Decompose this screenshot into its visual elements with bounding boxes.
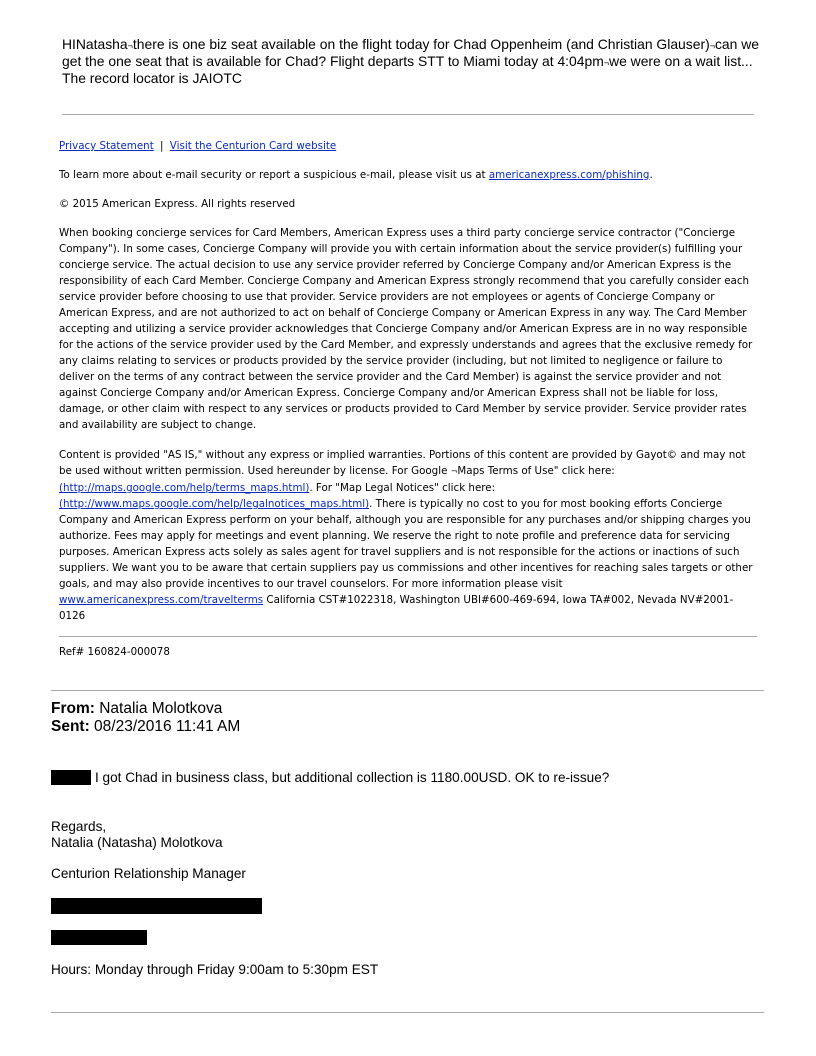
reference-number: Ref# 160824-000078: [59, 646, 170, 658]
security-note-end: .: [649, 169, 653, 181]
map-legal-notices-link[interactable]: (http://www.maps.google.com/help/legalnotices_maps.html): [59, 498, 370, 510]
content-disclaimer: [59, 447, 759, 624]
centurion-card-link[interactable]: Visit the Centurion Card website: [169, 140, 337, 152]
arrow-glyph: ¬: [450, 467, 458, 476]
redaction-box: [51, 898, 262, 914]
top-message-seg-4: we were on a wait list... The record locator is JAIOTC: [62, 53, 753, 87]
concierge-disclaimer: When booking concierge services for Card Members, American Express uses a third party concierge service contractor ("Concierge Company"). In some cases, Concierge Company will provide you with certain information about the service provider(s) fulfilling your concierge service. The actual decision to use any service provider referred by Concierge Company and/or American Express is the responsibility of each Card Member. Concierge Company and American Express strongly recommend that you carefully consider each service provider before choosing to use that provider. Service providers are not employees or agents of Concierge Company or American Express, and are not authorized to act on behalf of Concierge Company or American Express in any way. The Card Member accepting and utilizing a service provider acknowledges that Concierge Company and/or American Express are in no way responsible for the actions of the service provider used by the Card Member, and expressly understands and agrees that the exclusive remedy for any claims relating to services or products provided by the service provider (including, but not limited to negligence or failure to deliver on the terms of any contract between the service provider and the Card Member) is against the service provider and not against Concierge Company and/or American Express. Concierge Company and/or American Express shall not be liable for loss, damage, or other claim with respect to any services or products provided to Card Member by service provider. Service provider rates and availability are subject to change.: [59, 227, 753, 431]
signature-name: Natalia (Natasha) Molotkova: [51, 835, 223, 850]
from-label: From:: [51, 700, 95, 717]
signature-hours: Hours: Monday through Friday 9:00am to 5:30pm EST: [51, 962, 379, 977]
google-maps-terms-link[interactable]: (http://maps.google.com/help/terms_maps.html): [59, 482, 310, 494]
arrow-glyph: ¬: [709, 41, 715, 51]
redaction-box: [51, 770, 91, 785]
divider: [51, 690, 764, 691]
link-separator: |: [160, 140, 164, 152]
divider: [51, 1012, 764, 1013]
top-message: [62, 37, 762, 87]
email-header: [51, 700, 240, 736]
content-disclaimer-text: Content is provided "AS IS," without any express or implied warranties. Portions of this content are provided by Gayot© and may not be used without written permission. Used hereunder by license. For Google: [59, 449, 746, 477]
from-value: Natalia Molotkova: [94, 700, 223, 717]
arrow-glyph: ¬: [127, 41, 133, 51]
divider: [62, 114, 754, 115]
security-note: [59, 167, 653, 183]
redaction-box: [51, 930, 147, 945]
reply-body: I got Chad in business class, but additional collection is 1180.00USD. OK to re-issue?: [95, 770, 610, 785]
arrow-glyph: ¬: [603, 58, 610, 69]
top-message-seg-1: HINatasha: [62, 36, 128, 52]
top-message-seg-2: there is one biz seat available on the flight today for Chad Oppenheim (and Christian Glauser): [132, 36, 710, 52]
copyright: © 2015 American Express. All rights reserved: [59, 198, 296, 210]
content-disclaimer-text: . There is typically no cost to you for most booking efforts Concierge Company and American Express perform on your behalf, although you are responsible for any purchases and/or shipping charges you authorize. Fees may apply for meetings and event planning. We reserve the right to note profile and preference data for servicing purposes. American Express acts solely as sales agent for travel suppliers and is not responsible for the actions or inactions of such suppliers. We want you to be aware that certain suppliers pay us commissions and other incentives for reaching sales targets or other goals, and may also provide incentives to our travel counselors. For more information please visit: [59, 498, 753, 590]
content-disclaimer-text: California CST#1022318, Washington UBI#600-469-694, Iowa TA#002, Nevada NV#2001-0126: [59, 594, 734, 622]
top-message-seg-3: can we get the one seat that is available for Chad? Flight departs STT to Miami today at 4:04pm: [62, 36, 759, 70]
signature-title: Centurion Relationship Manager: [51, 866, 246, 881]
sent-value: 08/23/2016 11:41 AM: [89, 718, 241, 735]
from-line: [51, 700, 240, 718]
content-disclaimer-text: Maps Terms of Use" click here:: [457, 465, 615, 477]
travel-terms-link[interactable]: www.americanexpress.com/travelterms: [59, 594, 264, 606]
phishing-link[interactable]: americanexpress.com/phishing: [488, 169, 650, 181]
sent-label: Sent:: [51, 718, 90, 735]
footer-links: [59, 138, 336, 154]
security-note-text: To learn more about e-mail security or report a suspicious e-mail, please visit us at: [59, 169, 489, 181]
signature-regards: Regards,: [51, 819, 107, 834]
divider: [59, 636, 757, 637]
content-disclaimer-text: . For "Map Legal Notices" click here:: [309, 482, 496, 494]
sent-line: [51, 718, 240, 736]
privacy-statement-link[interactable]: Privacy Statement: [59, 140, 154, 152]
